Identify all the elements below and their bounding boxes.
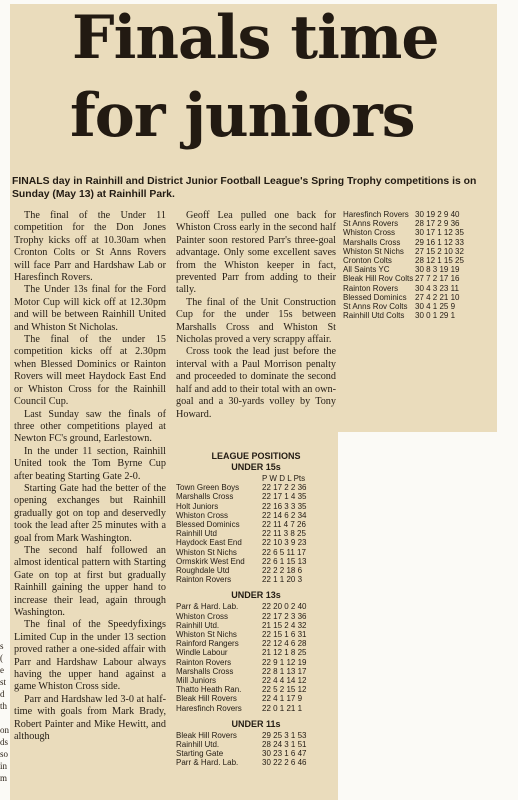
team-name: Rainton Rovers bbox=[176, 657, 232, 667]
team-stats: 22 2 2 18 6 bbox=[262, 566, 303, 576]
table-row bbox=[176, 575, 336, 584]
edge-fragment bbox=[0, 712, 10, 724]
team-name: Haresfinch Rovers bbox=[343, 210, 409, 219]
team-name: Bleak Hill Rovers bbox=[176, 694, 237, 704]
table-row bbox=[343, 265, 495, 274]
team-stats: 22 4 4 14 12 bbox=[262, 676, 307, 686]
table-row bbox=[176, 658, 336, 667]
team-name: Whiston Cross bbox=[343, 228, 396, 238]
under11-table bbox=[176, 731, 336, 768]
team-name: Rainhill Utd bbox=[176, 529, 217, 539]
table-row bbox=[343, 228, 495, 237]
team-stats: 22 9 1 12 19 bbox=[262, 657, 307, 667]
table-row bbox=[176, 502, 336, 511]
team-name: Holt Juniors bbox=[176, 501, 219, 511]
table-row bbox=[176, 529, 336, 538]
team-stats: 22 17 2 3 36 bbox=[262, 611, 307, 621]
under15-header: P W D L Pts bbox=[262, 474, 306, 483]
table-row bbox=[176, 704, 336, 713]
table-row bbox=[176, 621, 336, 630]
team-stats: 27 15 2 10 32 bbox=[415, 246, 464, 256]
team-stats: 27 4 2 21 10 bbox=[415, 292, 460, 302]
team-stats: 29 16 1 12 33 bbox=[415, 237, 464, 247]
table-row bbox=[176, 740, 336, 749]
table-row bbox=[176, 694, 336, 703]
team-name: Marshalls Cross bbox=[176, 666, 234, 676]
table-row bbox=[176, 511, 336, 520]
team-name: St Anns Rov Colts bbox=[343, 302, 408, 312]
paragraph: The Under 13s final for the Ford Motor Cup will kick off at 12.30pm and will be between Rainhill United and Whiston St Nicholas. bbox=[14, 284, 166, 333]
table-row bbox=[176, 548, 336, 557]
table-row bbox=[343, 302, 495, 311]
table-row bbox=[176, 602, 336, 611]
team-stats: 22 16 3 3 35 bbox=[262, 501, 307, 511]
team-stats: 30 22 2 6 46 bbox=[262, 758, 307, 768]
table-row bbox=[176, 758, 336, 767]
team-name: Whiston St Nichs bbox=[176, 547, 237, 557]
team-stats: 22 11 3 8 25 bbox=[262, 529, 306, 539]
table-row bbox=[343, 293, 495, 302]
table-row bbox=[176, 492, 336, 501]
table-row bbox=[343, 256, 495, 265]
under15-header-row bbox=[176, 474, 336, 483]
paragraph: The final of the Speedyfixings Limited Cup in the under 13 section proved rather a one-sided affair with Parr and Hardshaw Labour always having the upper hand against a game Whiston Cross side. bbox=[14, 619, 166, 693]
team-stats: 22 6 1 15 13 bbox=[262, 556, 307, 566]
paragraph: The second half followed an almost identical pattern with Starting Gate on top at first but gradually Rainhill gaining the upper hand to increase their lead, again through Washington. bbox=[14, 544, 166, 618]
team-name: Rainton Rovers bbox=[343, 283, 399, 293]
team-name: Rainhill Utd Colts bbox=[343, 311, 405, 321]
team-name: Bleak Hill Rov Colts bbox=[343, 274, 414, 284]
headline-line-1: Finals time bbox=[72, 3, 439, 73]
league-positions-title: LEAGUE POSITIONS bbox=[211, 451, 301, 461]
table-row bbox=[176, 667, 336, 676]
table-row bbox=[176, 566, 336, 575]
edge-fragment: s bbox=[0, 641, 4, 651]
team-name: Town Green Boys bbox=[176, 483, 240, 493]
team-stats: 22 11 4 7 26 bbox=[262, 520, 306, 530]
paragraph: The final of the Unit Construction Cup for the under 15s between Marshalls Cross and Whiston St Nicholas proved a very scrappy affair. bbox=[176, 296, 336, 346]
team-name: Ormskirk West End bbox=[176, 556, 245, 566]
table-row bbox=[176, 483, 336, 492]
team-stats: 30 19 2 9 40 bbox=[415, 210, 460, 219]
team-stats: 28 12 1 15 25 bbox=[415, 256, 464, 266]
team-name: Parr & Hard. Lab. bbox=[176, 602, 239, 612]
table-row bbox=[343, 219, 495, 228]
team-stats: 30 17 1 12 35 bbox=[415, 228, 464, 238]
edge-fragment: th bbox=[0, 701, 8, 711]
table-row bbox=[176, 612, 336, 621]
team-name: Parr & Hard. Lab. bbox=[176, 758, 239, 768]
team-stats: 22 12 4 6 28 bbox=[262, 639, 307, 649]
team-name: Cronton Colts bbox=[343, 256, 392, 266]
league-table-continued bbox=[343, 210, 495, 320]
under13-title: UNDER 13s bbox=[231, 590, 281, 601]
team-stats: 22 0 1 21 1 bbox=[262, 703, 303, 713]
paragraph: Parr and Hardshaw led 3-0 at half-time with goals from Mark Brady, Robert Painter and Mike Hewitt, and although bbox=[14, 693, 166, 743]
edge-fragment: in bbox=[0, 761, 8, 771]
team-name: Windle Labour bbox=[176, 648, 228, 658]
table-row bbox=[176, 749, 336, 758]
edge-fragment: e bbox=[0, 665, 4, 675]
paragraph: The final of the under 15 competition kicks off at 2.30pm when Blessed Dominics or Rainton Rovers will meet Haydock East End or Whiston Cross for the Rainhill Council Cup. bbox=[14, 334, 166, 408]
team-stats: 22 5 2 15 12 bbox=[262, 685, 307, 695]
team-name: Haydock East End bbox=[176, 538, 242, 548]
team-name: Marshalls Cross bbox=[176, 492, 234, 502]
team-stats: 28 24 3 1 51 bbox=[262, 740, 307, 750]
team-stats: 22 1 1 20 3 bbox=[262, 575, 303, 585]
team-name: Bleak Hill Rovers bbox=[176, 730, 237, 740]
team-stats: 27 7 2 17 16 bbox=[415, 274, 460, 284]
adjacent-column-edge-text bbox=[0, 640, 10, 784]
lede-paragraph: FINALS day in Rainhill and District Junior Football League's Spring Trophy competitions is on Sunday (May 13) at Rainhill Park. bbox=[12, 176, 477, 200]
team-name: Thatto Heath Ran. bbox=[176, 685, 242, 695]
paragraph: Starting Gate had the better of the opening exchanges but Rainhill gradually got on top and deservedly took the lead after 25 minutes with a goal from Mark Washington. bbox=[14, 482, 166, 544]
under15-table bbox=[176, 474, 336, 584]
team-stats: 30 0 1 29 1 bbox=[415, 311, 456, 321]
team-name: Whiston Cross bbox=[176, 510, 229, 520]
edge-fragment: on bbox=[0, 725, 9, 735]
team-stats: 30 23 1 6 47 bbox=[262, 749, 307, 759]
table-row bbox=[343, 311, 495, 320]
team-name: Rainton Rovers bbox=[176, 575, 232, 585]
headline-line-2: for juniors bbox=[70, 81, 415, 151]
paragraph: The final of the Under 11 competition for the Don Jones Trophy kicks off at 10.30am when Cronton Colts or St Anns Rovers will face Parr and Hardshaw Lab or Haresfinch Rovers. bbox=[14, 210, 166, 284]
team-name: Rainhill Utd. bbox=[176, 740, 220, 750]
paragraph: Last Sunday saw the finals of three other competitions played at Newton FC's ground, Earlestown. bbox=[14, 408, 166, 445]
table-row bbox=[176, 639, 336, 648]
team-stats: 22 15 1 6 31 bbox=[262, 630, 307, 640]
team-name: Marshalls Cross bbox=[343, 237, 401, 247]
edge-fragment: m bbox=[0, 773, 8, 783]
under15-title: UNDER 15s bbox=[231, 462, 281, 472]
table-row bbox=[343, 247, 495, 256]
team-name: Rainford Rangers bbox=[176, 639, 239, 649]
article-column-2 bbox=[176, 210, 336, 421]
team-name: Blessed Dominics bbox=[176, 520, 240, 530]
table-row bbox=[176, 557, 336, 566]
team-stats: 22 17 2 2 36 bbox=[262, 483, 307, 493]
team-stats: 22 4 1 17 9 bbox=[262, 694, 303, 704]
table-row bbox=[176, 520, 336, 529]
team-name: Haresfinch Rovers bbox=[176, 703, 242, 713]
team-stats: 30 8 3 19 19 bbox=[415, 265, 460, 275]
team-stats: 22 20 0 2 40 bbox=[262, 602, 307, 612]
table-row bbox=[343, 274, 495, 283]
table-row bbox=[176, 648, 336, 657]
team-name: Whiston Cross bbox=[176, 611, 229, 621]
table-row bbox=[176, 630, 336, 639]
team-name: St Anns Rovers bbox=[343, 219, 399, 229]
team-stats: 21 15 2 4 32 bbox=[262, 620, 307, 630]
under13-table bbox=[176, 602, 336, 712]
team-name: Blessed Dominics bbox=[343, 292, 407, 302]
edge-fragment: ds bbox=[0, 737, 9, 747]
team-stats: 22 10 3 9 23 bbox=[262, 538, 307, 548]
team-name: Starting Gate bbox=[176, 749, 224, 759]
team-name: Roughdale Utd bbox=[176, 566, 230, 576]
paragraph: Geoff Lea pulled one back for Whiston Cross early in the second half Painter soon restored Parr's three-goal advantage. Only some excellent saves from the Whiston keeper in fact, prevented Parr from adding to their tally. bbox=[176, 210, 336, 296]
table-row bbox=[176, 676, 336, 685]
team-name: Whiston St Nichs bbox=[343, 246, 404, 256]
table-row bbox=[176, 731, 336, 740]
team-stats: 22 6 5 11 17 bbox=[262, 547, 306, 557]
team-stats: 22 17 1 4 35 bbox=[262, 492, 307, 502]
edge-fragment: so bbox=[0, 749, 9, 759]
table-row bbox=[343, 210, 495, 219]
table-row bbox=[176, 685, 336, 694]
team-stats: 28 17 2 9 36 bbox=[415, 219, 460, 229]
under11-title: UNDER 11s bbox=[231, 718, 281, 729]
team-stats: 29 25 3 1 53 bbox=[262, 730, 307, 740]
team-name: All Saints YC bbox=[343, 265, 390, 275]
table-row bbox=[343, 284, 495, 293]
team-name: Whiston St Nichs bbox=[176, 630, 237, 640]
edge-fragment: ( bbox=[0, 653, 3, 663]
team-name: Rainhill Utd. bbox=[176, 620, 220, 630]
table-row bbox=[343, 238, 495, 247]
edge-fragment: d bbox=[0, 689, 5, 699]
team-stats: 22 8 1 13 17 bbox=[262, 666, 307, 676]
team-stats: 21 12 1 8 25 bbox=[262, 648, 307, 658]
paragraph: Cross took the lead just before the interval with a Paul Morrison penalty and proceeded to dominate the second half and add to their total with an own-goal and a 30-yards volley by Tony Howard. bbox=[176, 346, 336, 420]
team-name: Mill Juniors bbox=[176, 676, 217, 686]
article-column-1 bbox=[14, 210, 166, 743]
team-stats: 30 4 1 25 9 bbox=[415, 302, 456, 312]
paragraph: In the under 11 section, Rainhill United took the Tom Byrne Cup after beating Starting Gate 2-0. bbox=[14, 445, 166, 482]
table-row bbox=[176, 538, 336, 547]
team-stats: 22 14 6 2 34 bbox=[262, 510, 307, 520]
edge-fragment: st bbox=[0, 677, 7, 687]
league-positions bbox=[176, 451, 336, 768]
team-stats: 30 4 3 23 11 bbox=[415, 283, 459, 293]
